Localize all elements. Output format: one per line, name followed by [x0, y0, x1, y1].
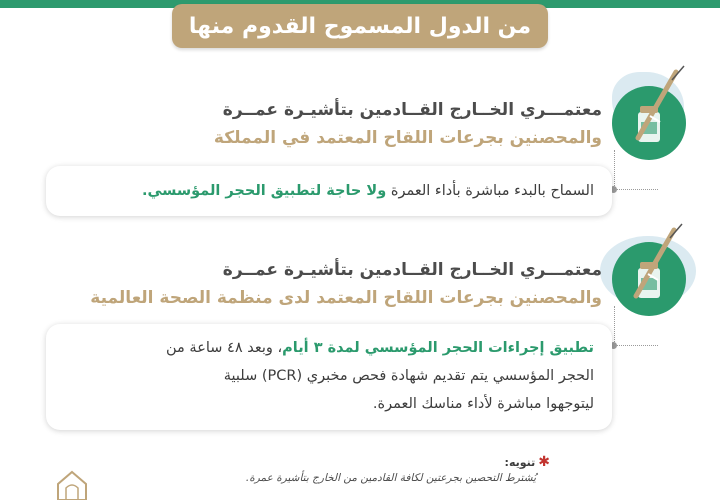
section1-card-text: السماح بالبدء مباشرة بأداء العمرة — [386, 183, 594, 199]
vaccine-syringe-icon — [626, 222, 686, 302]
section1-heading-line1: معتمـــري الخــارج القــادمين بتأشيـرة عمــرة — [222, 100, 602, 120]
section2-card-line3: ليتوجهوا مباشرة لأداء مناسك العمرة. — [372, 396, 594, 412]
section2-card — [46, 324, 612, 430]
page-title: من الدول المسموح القدوم منها — [172, 4, 548, 48]
section2-card-line2: الحجر المؤسسي يتم تقديم شهادة فحص مخبري (PCR) سلبية — [223, 368, 594, 384]
section1-heading — [214, 96, 602, 152]
section1-card-highlight: ولا حاجة لتطبيق الحجر المؤسسي. — [141, 183, 387, 199]
note-text: يُشترط التحصين بجرعتين لكافة القادمين من الخارج بتأشيرة عمرة. — [245, 472, 536, 484]
section2-connector — [614, 306, 658, 346]
section1-heading-line2: والمحصنين بجرعات اللقاح المعتمد في المملكة — [213, 128, 602, 148]
note-title — [505, 454, 550, 470]
star-icon: ✱ — [538, 454, 550, 470]
section2-card-line1 — [64, 334, 594, 362]
section1-connector — [614, 150, 658, 190]
vaccine-syringe-icon — [628, 64, 688, 144]
ministry-logo-icon — [46, 470, 98, 500]
section1-card — [46, 166, 612, 216]
section2-heading-line2: والمحصنين بجرعات اللقاح المعتمد لدى منظمة الصحة العالمية — [90, 288, 602, 308]
section2-heading — [90, 256, 602, 312]
section2-card-highlight: تطبيق إجراءات الحجر المؤسسي لمدة ٣ أيام — [282, 340, 594, 356]
section2-heading-line1: معتمـــري الخــارج القــادمين بتأشيـرة عمــرة — [222, 260, 602, 280]
section2-card-rest: ، وبعد ٤٨ ساعة من — [166, 340, 283, 356]
note-title-text: تنويه: — [504, 456, 536, 469]
